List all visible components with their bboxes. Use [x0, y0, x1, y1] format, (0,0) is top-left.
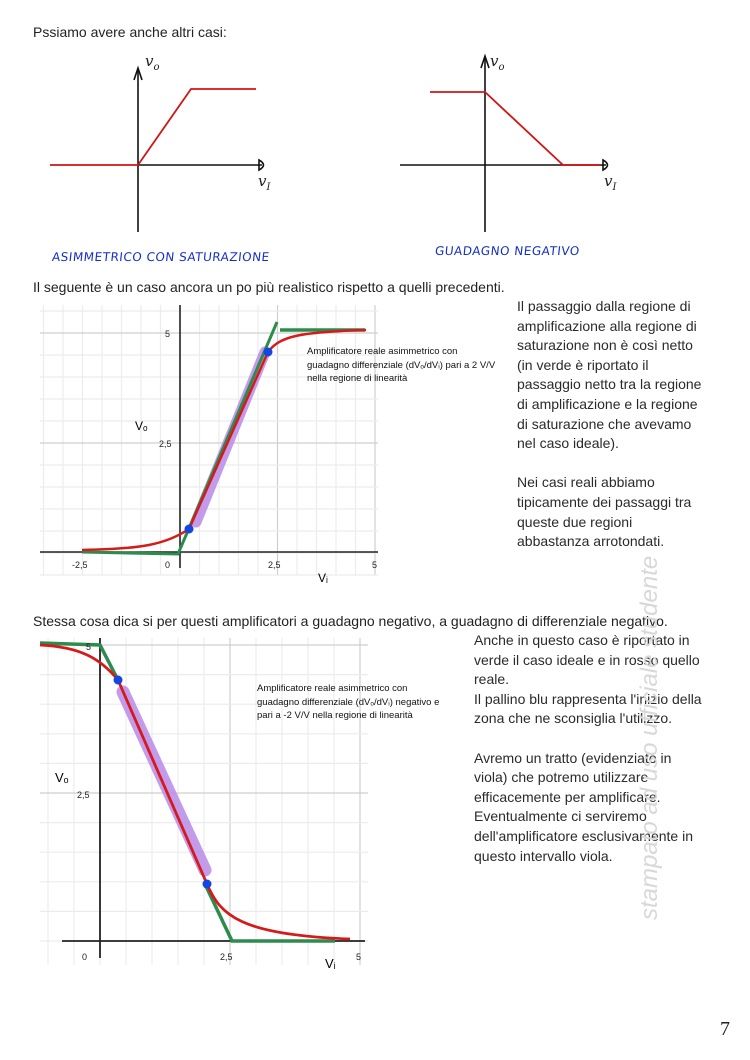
chart1-annotation: Amplificatore reale asimmetrico con guadagno differenziale (dVₒ/dVᵢ) pari a 2 V/V nella regione di linearità [307, 346, 496, 384]
chart1-x-tick: 0 [165, 560, 171, 570]
chart2-ideal-curve-top [40, 643, 118, 680]
watermark: stampato ad uso ufficiale studente [636, 555, 663, 920]
paragraph-line: abbastanza arrotondati. [517, 533, 665, 550]
chart2-marker-high [114, 676, 123, 685]
paragraph-line: nel caso ideale). [517, 435, 619, 452]
paragraph-line: questo intervallo viola. [474, 847, 613, 864]
chart1-marker-high [264, 348, 273, 357]
paragraph-line: efficacemente per amplificare. [474, 788, 661, 805]
paragraph-line: viola) che potremo utilizzare [474, 769, 649, 786]
chart2-x-tick: 5 [356, 952, 362, 962]
chart1-y-tick: 5 [165, 329, 171, 339]
sketch1-x-label: $v_I$ [258, 172, 271, 193]
chart1-marker-low [185, 525, 194, 534]
paragraph-line: Il passaggio dalla regione di [517, 298, 691, 314]
chart2-linear-region-highlight [123, 692, 205, 870]
chart1-x-axis-label: Vᵢ [318, 571, 328, 585]
chart1-y-axis-label: Vₒ [135, 419, 148, 433]
chart2-ideal-curve-bottom [205, 884, 335, 941]
chart2-x-tick: 0 [82, 952, 88, 962]
sketch2-y-label: $v_o$ [490, 52, 505, 73]
chart1-explanation [517, 297, 701, 552]
chart2-explanation [474, 631, 702, 866]
paragraph-line: saturazione non è così netto [517, 337, 693, 354]
chart1-x-tick: 5 [372, 560, 378, 570]
chart1-ideal-curve [82, 322, 277, 554]
chart2-x-axis-label: Vᵢ [325, 956, 336, 971]
intro-text: Pssiamo avere anche altri casi: [33, 24, 227, 40]
paragraph-line: Nei casi reali abbiamo [517, 474, 655, 491]
chart1-linear-region-highlight [196, 352, 265, 522]
chart2-x-tick: 2,5 [220, 952, 233, 962]
chart2-marker-low [203, 880, 212, 889]
sketch1-transfer-curve [50, 89, 256, 165]
page-number: 7 [720, 1018, 730, 1040]
paragraph-line: Il pallino blu rappresenta l'inizio della [474, 690, 702, 707]
sketch2-x-label: $v_I$ [604, 172, 617, 193]
paragraph-line: dell'amplificatore esclusivamente in [474, 827, 693, 844]
chart2-annotation: Amplificatore reale asimmetrico con guadagno differenziale (dVₒ/dVᵢ) negativo e pari a -2 V/V nella regione di linearità [257, 683, 440, 721]
paragraph-line: tipicamente dei passaggi tra [517, 493, 692, 510]
paragraph-line: reale. [474, 671, 510, 688]
sketch1-y-label: $v_o$ [145, 52, 160, 73]
paragraph-line [517, 454, 701, 474]
paragraph-line: queste due regioni [517, 513, 633, 530]
sketch2-transfer-curve [430, 92, 600, 165]
paragraph-line: Anche in questo caso è riportato in [474, 632, 690, 648]
chart1-x-tick: 2,5 [268, 560, 281, 570]
paragraph-line: (in verde è riportato il [517, 356, 649, 373]
section2-intro: Stessa cosa dica si per questi amplificatori a guadagno negativo, a guadagno di differenziale negativo. [33, 613, 668, 629]
paragraph-line: verde il caso ideale e in rosso quello [474, 651, 700, 668]
sketch1-caption: ASIMMETRICO CON SATURAZIONE [51, 250, 271, 264]
chart2-y-axis-label: Vₒ [55, 770, 69, 785]
section1-intro: Il seguente è un caso ancora un po più realistico rispetto a quelli precedenti. [33, 279, 505, 295]
sketch2-caption: GUADAGNO NEGATIVO [434, 244, 581, 258]
chart2-y-tick: 5 [86, 642, 92, 652]
paragraph-line: amplificazione alla regione di [517, 317, 697, 334]
chart1-y-tick: 2,5 [159, 439, 172, 449]
paragraph-line: passaggio netto tra la regione [517, 376, 702, 393]
paragraph-line: di saturazione che avevamo [517, 415, 692, 432]
paragraph-line: zona che ne sconsiglia l'utilizzo. [474, 710, 673, 727]
paragraph-line: di amplificazione e la regione [517, 395, 698, 412]
paragraph-line: Avremo un tratto (evidenziato in [474, 749, 672, 766]
chart2-y-tick: 2,5 [77, 790, 90, 800]
chart1-x-tick: -2,5 [72, 560, 88, 570]
paragraph-line [474, 729, 702, 749]
paragraph-line: Eventualmente ci serviremo [474, 808, 647, 825]
